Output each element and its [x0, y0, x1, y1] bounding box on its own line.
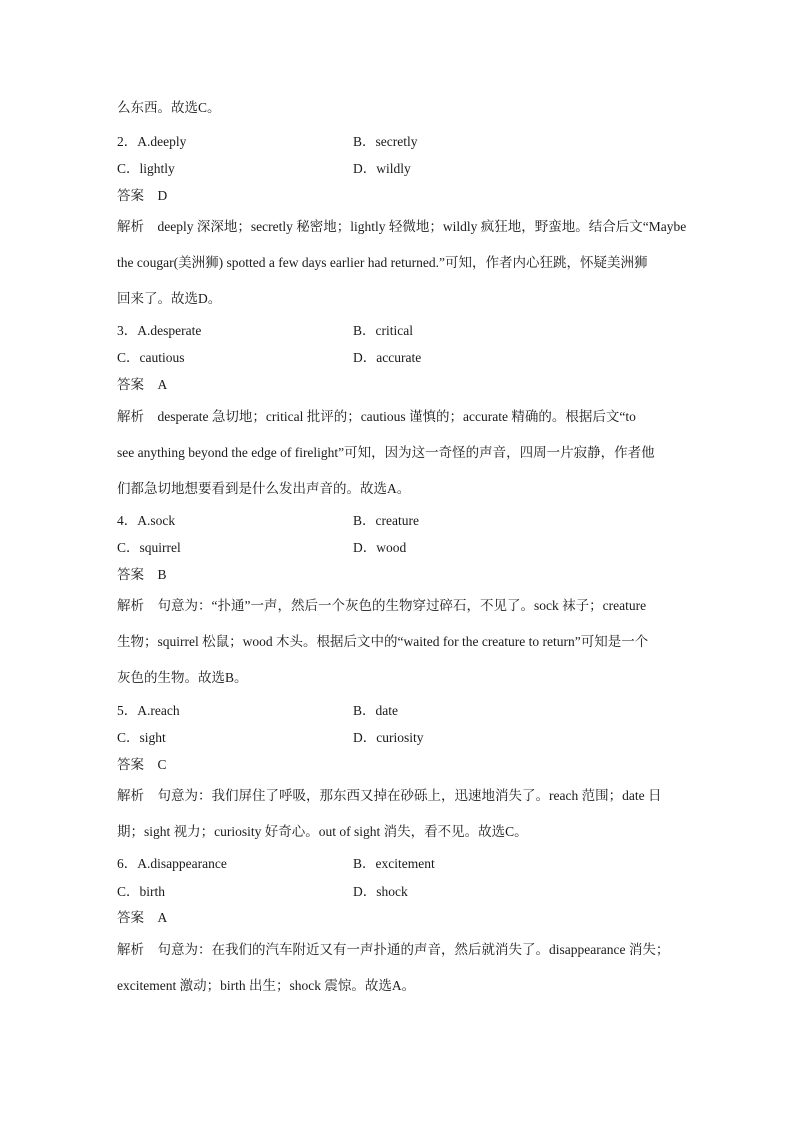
option-row [117, 322, 413, 340]
option-a: 6．A.disappearance [117, 856, 227, 871]
answer-line: 答案 D [117, 188, 168, 203]
option-d: D．shock [353, 884, 408, 899]
analysis-line: see anything beyond the edge of firelight”可知，因为这一奇怪的声音，四周一片寂静，作者他 [117, 445, 655, 460]
option-b: B．excitement [353, 856, 435, 871]
option-b: B．creature [353, 513, 419, 528]
option-row [117, 539, 407, 557]
option-a: 2．A.deeply [117, 134, 187, 149]
analysis-line: excitement 激动；birth 出生；shock 震惊。故选A。 [117, 978, 416, 993]
analysis-line: the cougar(美洲狮) spotted a few days earlier had returned.”可知，作者内心狂跳，怀疑美洲狮 [117, 255, 648, 270]
option-a: 5．A.reach [117, 703, 180, 718]
option-c: C．sight [117, 730, 166, 745]
option-a: 3．A.desperate [117, 323, 202, 338]
option-row [117, 160, 411, 178]
option-d: D．wood [353, 540, 407, 555]
option-row [117, 133, 418, 151]
option-b: B．secretly [353, 134, 418, 149]
analysis-line: 生物；squirrel 松鼠；wood 木头。根据后文中的“waited for the creature to return”可知是一个 [117, 634, 649, 649]
answer-line: 答案 B [117, 567, 167, 582]
option-d: D．wildly [353, 161, 411, 176]
answer-line: 答案 A [117, 910, 168, 925]
text-line: 么东西。故选C。 [117, 100, 221, 115]
option-d: D．curiosity [353, 730, 424, 745]
analysis-line: 解析 句意为：“扑通”一声，然后一个灰色的生物穿过碎石，不见了。sock 袜子；creature [117, 598, 647, 613]
option-row [117, 883, 408, 901]
analysis-line: 期；sight 视力；curiosity 好奇心。out of sight 消失，看不见。故选C。 [117, 824, 528, 839]
analysis-line: 回来了。故选D。 [117, 291, 222, 306]
analysis-line: 解析 desperate 急切地；critical 批评的；cautious 谨慎的；accurate 精确的。根据后文“to [117, 409, 636, 424]
analysis-line: 灰色的生物。故选B。 [117, 670, 248, 685]
answer-line: 答案 A [117, 377, 168, 392]
option-b: B．critical [353, 323, 413, 338]
analysis-line: 解析 deeply 深深地；secretly 秘密地；lightly 轻微地；wildly 疯狂地，野蛮地。结合后文“Maybe [117, 219, 687, 234]
option-c: C．birth [117, 884, 166, 899]
answer-line: 答案 C [117, 757, 167, 772]
option-b: B．date [353, 703, 398, 718]
analysis-line: 们都急切地想要看到是什么发出声音的。故选A。 [117, 481, 411, 496]
option-d: D．accurate [353, 350, 422, 365]
option-row [117, 512, 419, 530]
option-row [117, 702, 398, 720]
analysis-line: 解析 句意为：我们屏住了呼吸，那东西又掉在砂砾上，迅速地消失了。reach 范围；date 日 [117, 788, 662, 803]
option-row [117, 729, 424, 747]
option-c: C．lightly [117, 161, 175, 176]
option-a: 4．A.sock [117, 513, 176, 528]
option-row [117, 349, 422, 367]
option-row [117, 855, 435, 873]
analysis-line: 解析 句意为：在我们的汽车附近又有一声扑通的声音，然后就消失了。disappearance 消失； [117, 942, 670, 957]
option-c: C．cautious [117, 350, 185, 365]
option-c: C．squirrel [117, 540, 181, 555]
